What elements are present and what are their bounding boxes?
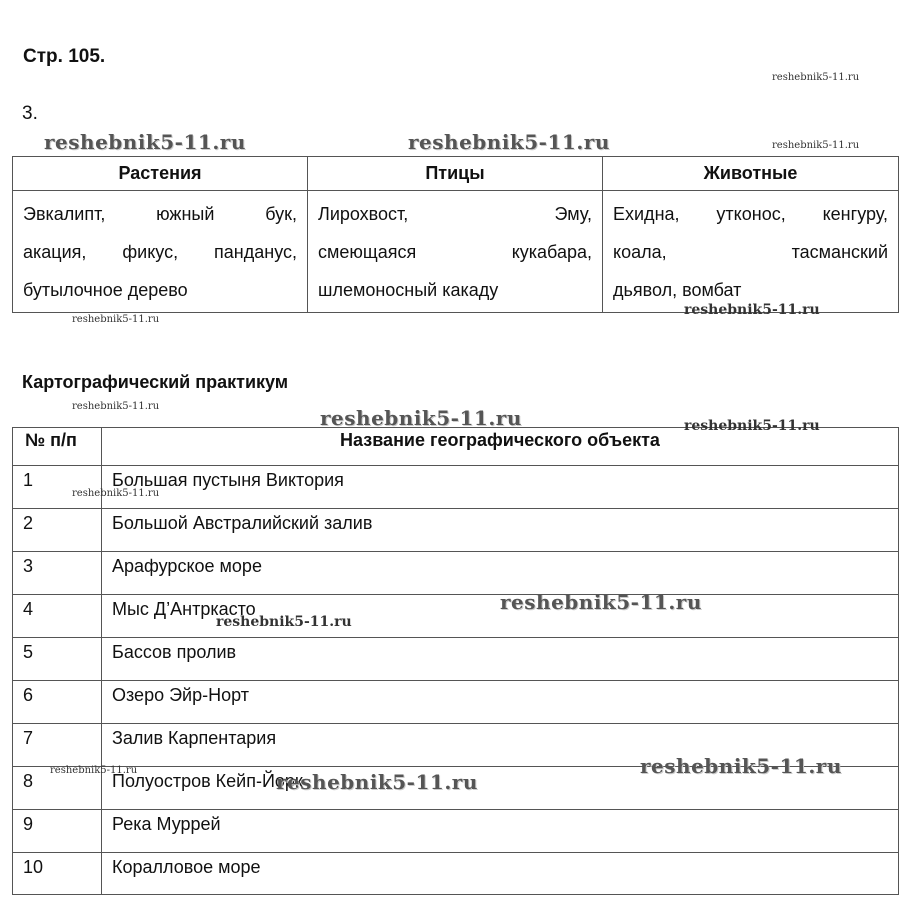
watermark: reshebnik5-11.ru [684, 418, 820, 434]
row-number: 1 [13, 466, 102, 509]
birds-cell [308, 191, 603, 313]
plants-cell [13, 191, 308, 313]
animals-line: коала, тасманский [613, 242, 888, 262]
table-row [13, 638, 899, 681]
watermark: reshebnik5-11.ru [216, 614, 352, 630]
header-object-name: Название географического объекта [102, 428, 899, 466]
row-number: 6 [13, 681, 102, 724]
row-number: 3 [13, 552, 102, 595]
animals-line: дьявол, вомбат [613, 280, 742, 300]
object-name: Арафурское море [102, 552, 899, 595]
object-name: Большая пустыня Виктория [102, 466, 899, 509]
watermark: reshebnik5-11.ru [772, 72, 860, 83]
table-row [13, 595, 899, 638]
watermark: reshebnik5-11.ru [408, 130, 610, 154]
birds-line: шлемоносный какаду [318, 280, 499, 300]
header-animals: Животные [603, 157, 899, 191]
nature-table [12, 156, 899, 313]
animals-line: Ехидна, утконос, кенгуру, [613, 204, 888, 224]
object-name: Мыс Д’Антркасто [102, 595, 899, 638]
nature-table-header-row [13, 157, 899, 191]
birds-line: Лирохвост, Эму, [318, 204, 592, 224]
watermark: reshebnik5-11.ru [772, 140, 860, 151]
watermark: reshebnik5-11.ru [276, 770, 478, 794]
watermark: reshebnik5-11.ru [640, 754, 842, 778]
plants-line: Эвкалипт, южный бук, [23, 204, 297, 224]
page-heading: Стр. 105. [23, 46, 106, 67]
task-number: 3. [22, 103, 38, 124]
table-row [13, 853, 899, 895]
object-name: Коралловое море [102, 853, 899, 895]
birds-line: смеющаяся кукабара, [318, 242, 592, 262]
table-row [13, 681, 899, 724]
plants-line: бутылочное дерево [23, 280, 188, 300]
section-title: Картографический практикум [22, 372, 289, 392]
row-number: 7 [13, 724, 102, 767]
watermark: reshebnik5-11.ru [50, 765, 138, 776]
header-number: № п/п [13, 428, 102, 466]
row-number: 10 [13, 853, 102, 895]
table-row [13, 466, 899, 509]
header-plants: Растения [13, 157, 308, 191]
watermark: reshebnik5-11.ru [684, 302, 820, 318]
watermark: reshebnik5-11.ru [320, 406, 522, 430]
watermark: reshebnik5-11.ru [500, 590, 702, 614]
row-number: 2 [13, 509, 102, 552]
row-number: 4 [13, 595, 102, 638]
object-name: Озеро Эйр-Норт [102, 681, 899, 724]
object-name: Река Муррей [102, 810, 899, 853]
table-row [13, 810, 899, 853]
plants-line: акация, фикус, панданус, [23, 242, 297, 262]
table-row [13, 552, 899, 595]
row-number: 5 [13, 638, 102, 681]
nature-table-row [13, 191, 899, 313]
object-name: Залив Карпентария [102, 724, 899, 767]
row-number: 9 [13, 810, 102, 853]
table-row [13, 509, 899, 552]
object-name: Бассов пролив [102, 638, 899, 681]
row-number: 8 [13, 767, 102, 810]
watermark: reshebnik5-11.ru [72, 401, 160, 412]
header-birds: Птицы [308, 157, 603, 191]
object-name: Большой Австралийский залив [102, 509, 899, 552]
object-name: Полуостров Кейп-Йорк [102, 767, 899, 810]
watermark: reshebnik5-11.ru [72, 314, 160, 325]
watermark: reshebnik5-11.ru [44, 130, 246, 154]
watermark: reshebnik5-11.ru [72, 488, 160, 499]
animals-cell [603, 191, 899, 313]
